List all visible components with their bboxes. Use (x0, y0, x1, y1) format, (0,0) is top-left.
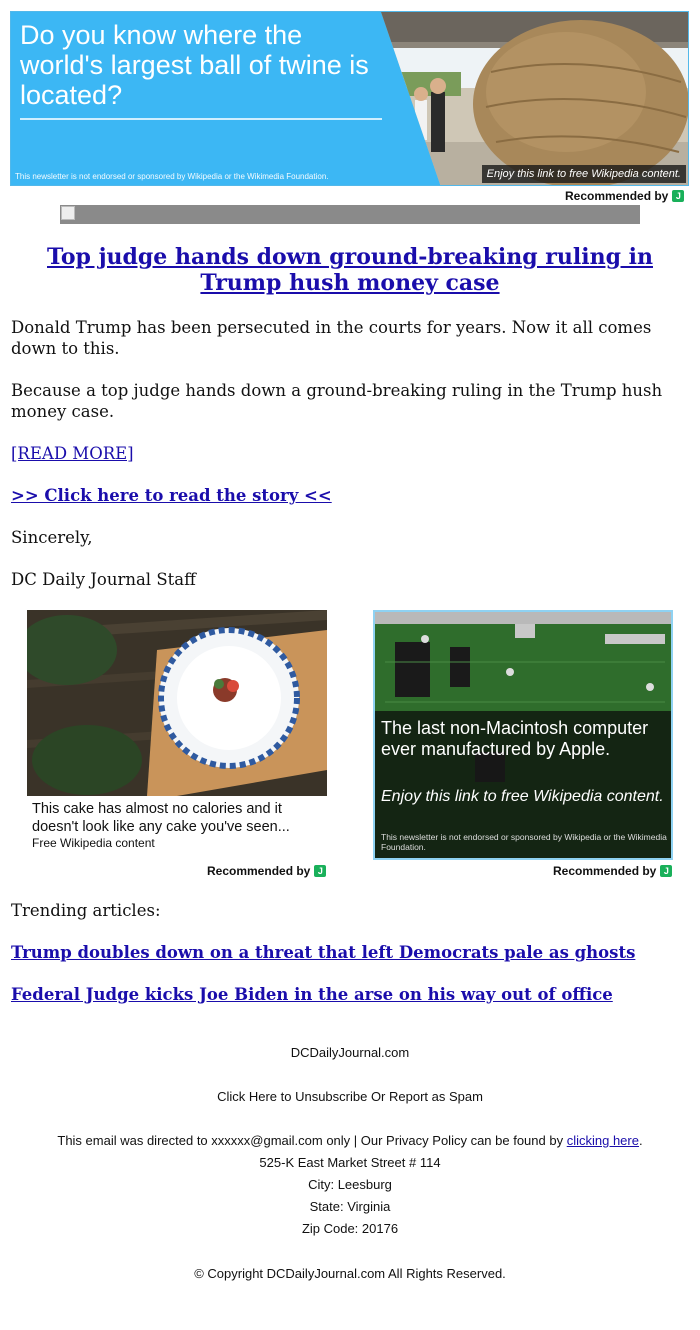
article-paragraph-1: Donald Trump has been persecuted in the courts for years. Now it all comes down to this. (11, 318, 652, 358)
footer-site-name: DCDailyJournal.com (290, 1045, 410, 1060)
sign-off: Sincerely, (11, 528, 93, 547)
recommender-logo-icon: J (660, 865, 672, 877)
ad-computer-title[interactable]: The last non-Macintosh computer ever manufactured by Apple. (381, 718, 649, 759)
unsubscribe-link[interactable]: Click Here to Unsubscribe Or Report as Spam (217, 1089, 483, 1104)
recommender-logo-icon: J (672, 190, 684, 202)
recommended-by-right[interactable] (553, 864, 672, 878)
footer-zip: Zip Code: 20176 (301, 1221, 399, 1236)
cake-plate-photo (27, 610, 327, 796)
article-headline[interactable]: Top judge hands down ground-breaking ruling in Trump hush money case (47, 244, 653, 296)
footer-directed-line (0, 1133, 700, 1149)
footer-state: State: Virginia (309, 1199, 391, 1214)
period: . (638, 1133, 643, 1148)
trending-link-2[interactable]: Federal Judge kicks Joe Biden in the arse on his way out of office (11, 985, 613, 1004)
recommender-logo-icon: J (314, 865, 326, 877)
directed-text: This email was directed to xxxxxx@gmail.com only | Our Privacy Policy can be found by (57, 1133, 564, 1148)
ad-computer-cta[interactable]: Enjoy this link to free Wikipedia content. (381, 788, 664, 805)
recommended-by-label: Recommended by (565, 189, 669, 203)
signature: DC Daily Journal Staff (11, 570, 196, 589)
footer-street: 525-K East Market Street # 114 (259, 1155, 441, 1170)
ad-computer-disclaimer: This newsletter is not endorsed or sponsored by Wikipedia or the Wikimedia Foundation. (381, 832, 667, 852)
top-banner-ad[interactable] (10, 11, 689, 186)
click-here-link[interactable]: >> Click here to read the story << (11, 486, 332, 505)
ad-cake-caption[interactable]: This cake has almost no calories and it doesn't look like any cake you've seen... (32, 801, 290, 835)
recommended-by-label: Recommended by (207, 864, 311, 878)
trending-label: Trending articles: (11, 901, 161, 920)
recommended-by-label: Recommended by (553, 864, 657, 878)
recommended-by-top[interactable] (565, 189, 684, 203)
article-paragraph-2: Because a top judge hands down a ground-breaking ruling in the Trump hush money case. (11, 381, 663, 421)
broken-image-icon (61, 206, 75, 220)
ad-disclaimer: This newsletter is not endorsed or sponsored by Wikipedia or the Wikimedia Foundation. (15, 172, 329, 181)
ad-caption[interactable]: Enjoy this link to free Wikipedia content. (482, 165, 686, 183)
footer-city: City: Leesburg (308, 1177, 392, 1192)
trending-link-1[interactable]: Trump doubles down on a threat that left Democrats pale as ghosts (11, 943, 636, 962)
ad-cake-subcaption: Free Wikipedia content (32, 836, 155, 850)
ad-card-cake[interactable] (27, 610, 327, 850)
ad-headline[interactable]: Do you know where the world's largest ball of twine is located? (20, 20, 369, 110)
broken-image-bar[interactable] (60, 205, 640, 224)
recommended-by-left[interactable] (207, 864, 326, 878)
ad-card-computer[interactable] (373, 610, 673, 860)
ad-divider (20, 118, 382, 120)
privacy-policy-link[interactable]: clicking here (566, 1133, 639, 1148)
read-more-link[interactable]: [READ MORE] (11, 444, 134, 463)
footer-copyright: © Copyright DCDailyJournal.com All Rights Reserved. (194, 1266, 506, 1281)
